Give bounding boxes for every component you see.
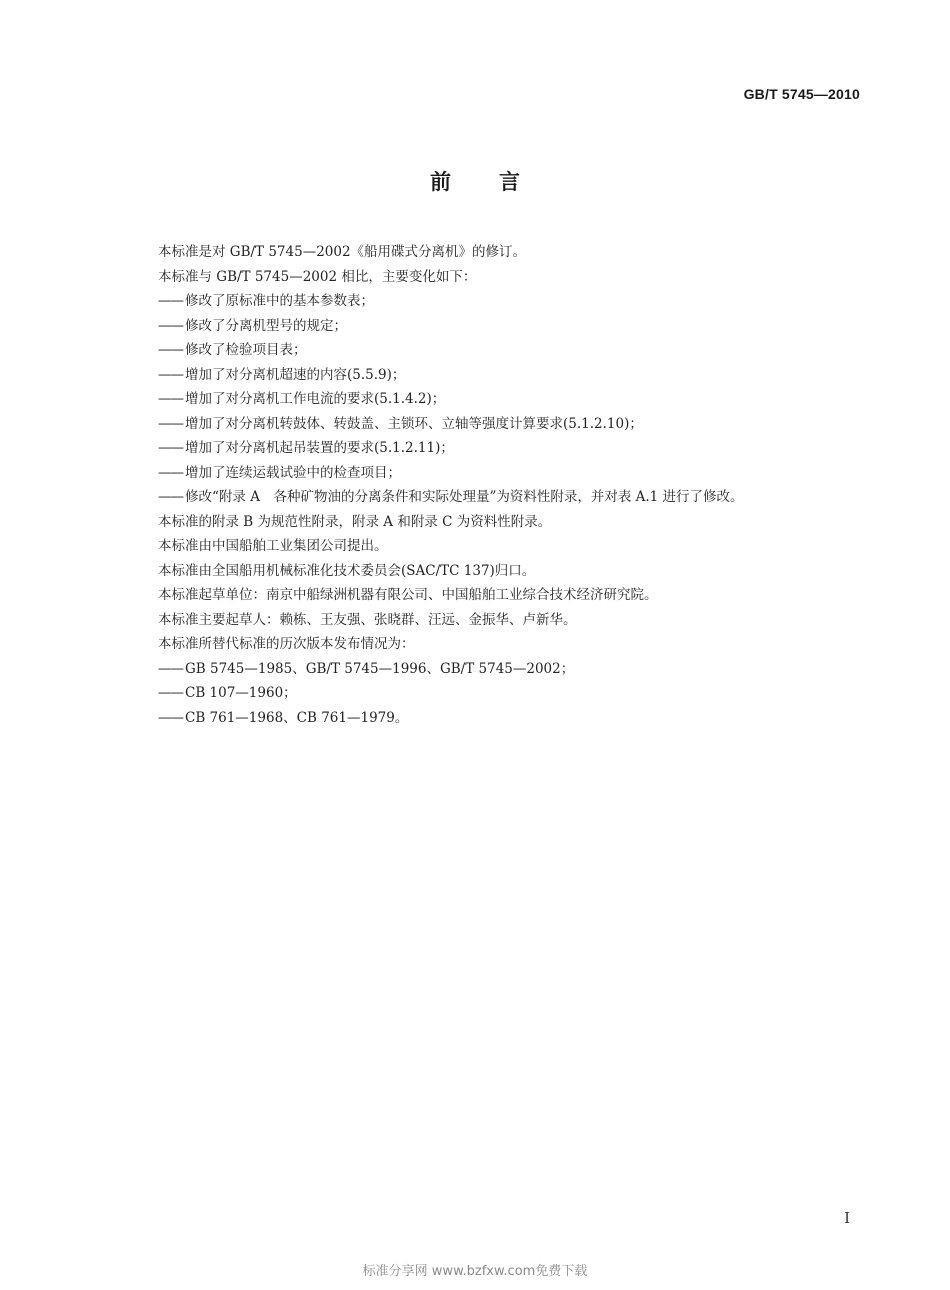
dash-marker: ——: [158, 440, 183, 456]
list-item: [158, 461, 864, 486]
list-item-text: 修改了原标准中的基本参数表；: [185, 293, 374, 309]
dash-marker: ——: [158, 709, 183, 726]
dash-marker: ——: [158, 660, 183, 677]
dash-marker: ——: [158, 464, 183, 481]
list-item: [158, 314, 864, 339]
history-item: [158, 657, 864, 682]
paragraph-history-intro: 本标准所替代标准的历次版本发布情况为：: [158, 636, 415, 652]
list-item-text: 增加了对分离机起吊装置的要求(5.1.2.11)；: [185, 440, 454, 456]
list-item-text: 增加了对分离机转鼓体、转鼓盖、主锁环、立轴等强度计算要求(5.1.2.10)；: [185, 415, 643, 432]
list-item-text: 增加了连续运载试验中的检查项目；: [185, 464, 401, 481]
dash-marker: ——: [158, 391, 183, 407]
list-item: [158, 485, 864, 510]
paragraph-revision-note: 本标准是对 GB/T 5745—2002《船用碟式分离机》的修订。: [158, 244, 527, 260]
history-item: [158, 681, 864, 706]
page-title: 前言: [430, 170, 568, 194]
list-item: [158, 436, 864, 461]
dash-marker: ——: [158, 415, 183, 432]
paragraph-annex-note: 本标准的附录 B 为规范性附录，附录 A 和附录 C 为资料性附录。: [158, 513, 552, 530]
list-item-text: 增加了对分离机超速的内容(5.5.9)；: [185, 366, 406, 383]
watermark: 标准分享网 www.bzfxw.com免费下载: [362, 1264, 588, 1279]
list-item-text: 修改“附录 A 各种矿物油的分离条件和实际处理量”为资料性附录，并对表 A.1 进行了修改。: [185, 489, 744, 505]
dash-marker: ——: [158, 342, 183, 358]
list-item: [158, 412, 864, 437]
dash-marker: ——: [158, 366, 183, 383]
history-item-text: CB 761—1968、CB 761—1979。: [185, 709, 409, 726]
list-item: [158, 387, 864, 412]
paragraph-committee: 本标准由全国船用机械标准化技术委员会(SAC/TC 137)归口。: [158, 562, 536, 579]
page-number: I: [844, 1209, 850, 1227]
history-item: [158, 706, 864, 731]
dash-marker: ——: [158, 489, 183, 505]
list-item: [158, 338, 864, 363]
dash-marker: ——: [158, 317, 183, 334]
paragraph-drafters: 本标准主要起草人：赖栋、王友强、张晓群、汪远、金振华、卢新华。: [158, 611, 577, 628]
list-item-text: 增加了对分离机工作电流的要求(5.1.4.2)；: [185, 391, 446, 407]
list-item: [158, 289, 864, 314]
history-item-text: GB 5745—1985、GB/T 5745—1996、GB/T 5745—2002；: [185, 660, 575, 677]
history-item-text: CB 107—1960；: [185, 685, 297, 701]
paragraph-drafting-units: 本标准起草单位：南京中船绿洲机器有限公司、中国船舶工业综合技术经济研究院。: [158, 587, 658, 603]
dash-marker: ——: [158, 293, 183, 309]
foreword-body: [158, 240, 864, 730]
paragraph-changes-intro: 本标准与 GB/T 5745—2002 相比，主要变化如下：: [158, 268, 477, 285]
list-item-text: 修改了分离机型号的规定；: [185, 317, 347, 334]
dash-marker: ——: [158, 685, 183, 701]
list-item: [158, 363, 864, 388]
paragraph-proposer: 本标准由中国船舶工业集团公司提出。: [158, 538, 388, 554]
list-item-text: 修改了检验项目表；: [185, 342, 307, 358]
standard-number: GB/T 5745—2010: [743, 86, 860, 102]
